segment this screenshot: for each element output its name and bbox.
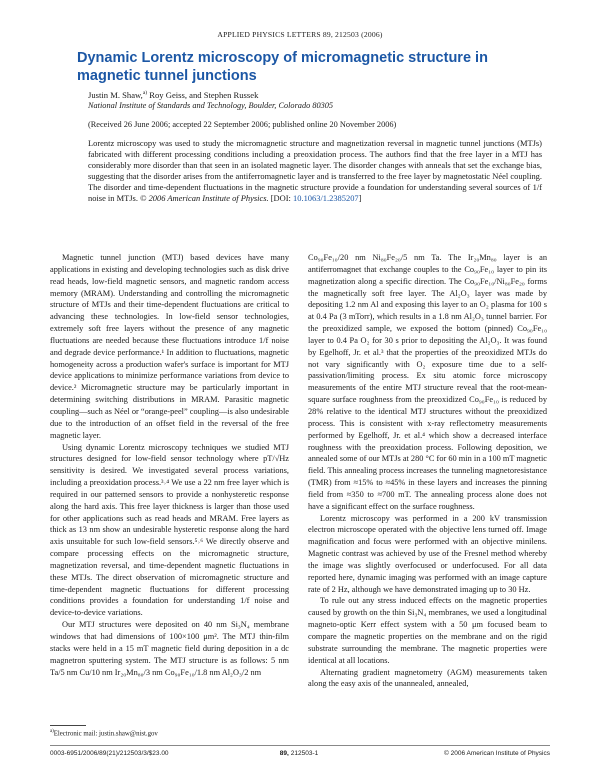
body-paragraph: Lorentz microscopy was performed in a 200 kV transmission electron microscope operated with the objective lens turned off. Image magnification and focus were performed with an objective minilens. Magnetic contrast was achieved by use of the Fresnel method whereby the image was slightly overfocused or underfocused. For all data reported here, dynamic imaging was performed with an image capture rate of 2 Hz, although we have demonstrated imaging up to 30 Hz. xyxy=(308,513,547,594)
footer-copyright: © 2006 American Institute of Physics xyxy=(444,750,550,757)
body-paragraph: Using dynamic Lorentz microscopy techniques we studied MTJ structures designed for low-field sensor technology where pT/√Hz sensitivity is desired. We investigated several process variations, including a preoxidation process.³˒⁴ We use a 22 nm free layer which is required in our patterned sensors to provide a nonhysteretic response along the hard axis. This free layer thickness is larger than those used for other applications such as read heads and MRAM. Free layers as thick as 13 nm show an undesirable hysteretic response along the hard axis unsuitable for such low-field sensors.⁵˒⁶ We directly observe and compare processing effects on the micromagnetic structure, magnetization reversal, and time-dependent magnetic fluctuations in these MTJs. The direct observation of micromagnetic structure and time-dependent magnetic fluctuations for different processing conditions provides a foundation for understanding 1/f noise and device-to-device variations. xyxy=(50,442,289,618)
footer-volume: 89, xyxy=(279,750,289,757)
footer-divider xyxy=(50,745,550,746)
running-head: APPLIED PHYSICS LETTERS 89, 212503 (2006) xyxy=(217,30,383,39)
abstract-text: Lorentz microscopy was used to study the micromagnetic structure and magnetization reversal in magnetic tunnel junctions (MTJs) fabricated with different processing conditions including a preoxidation process. The authors find that the free layer in a MTJ has considerably more disorder than that seen in an isolated magnetic layer. The disorder changes with anneals that set the exchange bias, suggesting that the disorder arises from the antiferromagnetic layer and is transferred to the free layer by magnetostatic Néel coupling. The disorder and time-dependent fluctuations in the magnetic structure provide a foundation for understanding several sources of 1/f noise in MTJs. xyxy=(88,138,542,204)
doi-link[interactable]: 10.1063/1.2385207 xyxy=(293,193,359,204)
abstract-copyright: © 2006 American Institute of Physics. xyxy=(140,193,269,204)
body-paragraph: Magnetic tunnel junction (MTJ) based devices have many applications in existing and developing technologies such as disk drive read heads, low-field magnetic sensors, and magnetic random access memory (MRAM). Understanding and controlling the micromagnetic structure of MTJs and their time-dependent fluctuations are critical to advancing these technologies. In low-field sensor technologies, extremely soft free layers without the presence of any magnetic fluctuations are needed because these fluctuations introduce 1/f noise and degrade device performance.¹ In addition to fluctuations, magnetic homogeneity across a production wafer's surface is important for MTJ device applications to minimize performance variations from device to device.² Micromagnetic structure may be particularly important in determining switching distributions in MRAM. Parasitic magnetic coupling—such as Néel or “orange-peel” coupling—is also undesirable due to the introduction of an offset field in the reversal of the free magnetic layer. xyxy=(50,253,289,440)
footer-issn: 0003-6951/2006/89(21)/212503/3/$23.00 xyxy=(50,750,169,757)
footnote-divider xyxy=(50,725,86,726)
doi-suffix: ] xyxy=(358,193,362,204)
author-footnote-mark[interactable]: a) xyxy=(142,90,148,97)
author-names-rest: Roy Geiss, and Stephen Russek xyxy=(147,90,259,100)
article-title: Dynamic Lorentz microscopy of micromagnetic structure in magnetic tunnel junctions xyxy=(77,50,488,84)
body-paragraph: Alternating gradient magnetometry (AGM) measurements taken along the easy axis of the unannealed, annealed, xyxy=(308,667,547,689)
footnote xyxy=(50,729,158,737)
body-paragraph: Our MTJ structures were deposited on 40 nm Si₃N₄ membrane windows that had dimensions of 100×100 μm². The MTJ thin-film stacks were held in a 15 mT magnetic field during deposition in a dc magnetron sputtering system. The MTJ structure is as follows: 5 nm Ta/5 nm Cu/10 nm Ir₂₀Mn₈₀/3 nm Co₉₀Fe₁₀/1.8 nm Al₂O₃/2 nm xyxy=(50,620,289,677)
body-paragraph-continued: Co₉₀Fe₁₀/20 nm Ni₈₀Fe₂₀/5 nm Ta. The Ir₂₀Mn₈₀ layer is an antiferromagnet that exchange couples to the Co₉₀Fe₁₀ layer to pin its magnetization along a specific direction. The Co₉₀Fe₁₀/Ni₈₀Fe₂₀ forms the magnetically soft free layer. The Al₂O₃ layer was made by depositing 1.2 nm Al and exposing this layer to an O₂ plasma for 100 s at 0.4 Pa (3 mTorr), which results in a 1.8 nm Al₂O₃ tunnel barrier. For the preoxidized sample, we exposed the bottom (pinned) Co₉₀Fe₁₀ layer to 0.4 Pa O₂ for 30 s prior to depositing the Al₂O₃. It was found by Egelhoff, Jr. et al.³ that the properties of the preoxidized MTJs do not vary significantly with O₂ exposure time due to a self-passivation/limiting process. Ex situ atomic force microscopy measurements of the entire MTJ structure reveal that the root-mean-square surface roughness from the preoxidized Co₉₀Fe₁₀ is reduced by 28% relative to the identical MTJ structures without the preoxidized process. This is consistent with x-ray reflectometry measurements performed by Egelhoff, Jr. et al.⁴ which show a decreased interface roughness with the preoxidation process. Following deposition, we annealed some of our MTJs at 280 °C for 60 min in a 100 mT magnetic field. This annealing process increases the tunneling magnetoresistance (TMR) from ≈15% to ≈45% in these layers and increases the pinning field from ≈350 to ≈700 mT. The annealing process alone does not have a significant effect on the surface roughness. xyxy=(308,253,547,511)
footnote-mark: a) xyxy=(50,729,54,734)
body-column-left xyxy=(50,252,289,678)
body-paragraph: To rule out any stress induced effects on the magnetic properties caused by growth on the thin Si₃N₄ membranes, we used a longitudinal magneto-optic Kerr effect system with a 50 μm focused beam to compare the magnetic properties on the membrane and on the rigid substrate surrounding the membrane. The magnetic properties were identical at all locations. xyxy=(308,596,547,665)
doi-prefix: [DOI: xyxy=(268,193,294,204)
author-list xyxy=(88,90,258,100)
footer-article-page: 212503-1 xyxy=(290,750,319,757)
affiliation: National Institute of Standards and Technology, Boulder, Colorado 80305 xyxy=(88,101,334,110)
author-name-first: Justin M. Shaw, xyxy=(88,90,143,100)
body-column-right xyxy=(308,252,547,690)
abstract xyxy=(88,138,542,204)
footnote-text: Electronic mail: justin.shaw@nist.gov xyxy=(53,730,158,738)
publication-history: (Received 26 June 2006; accepted 22 September 2006; published online 20 November 2006) xyxy=(88,120,397,129)
